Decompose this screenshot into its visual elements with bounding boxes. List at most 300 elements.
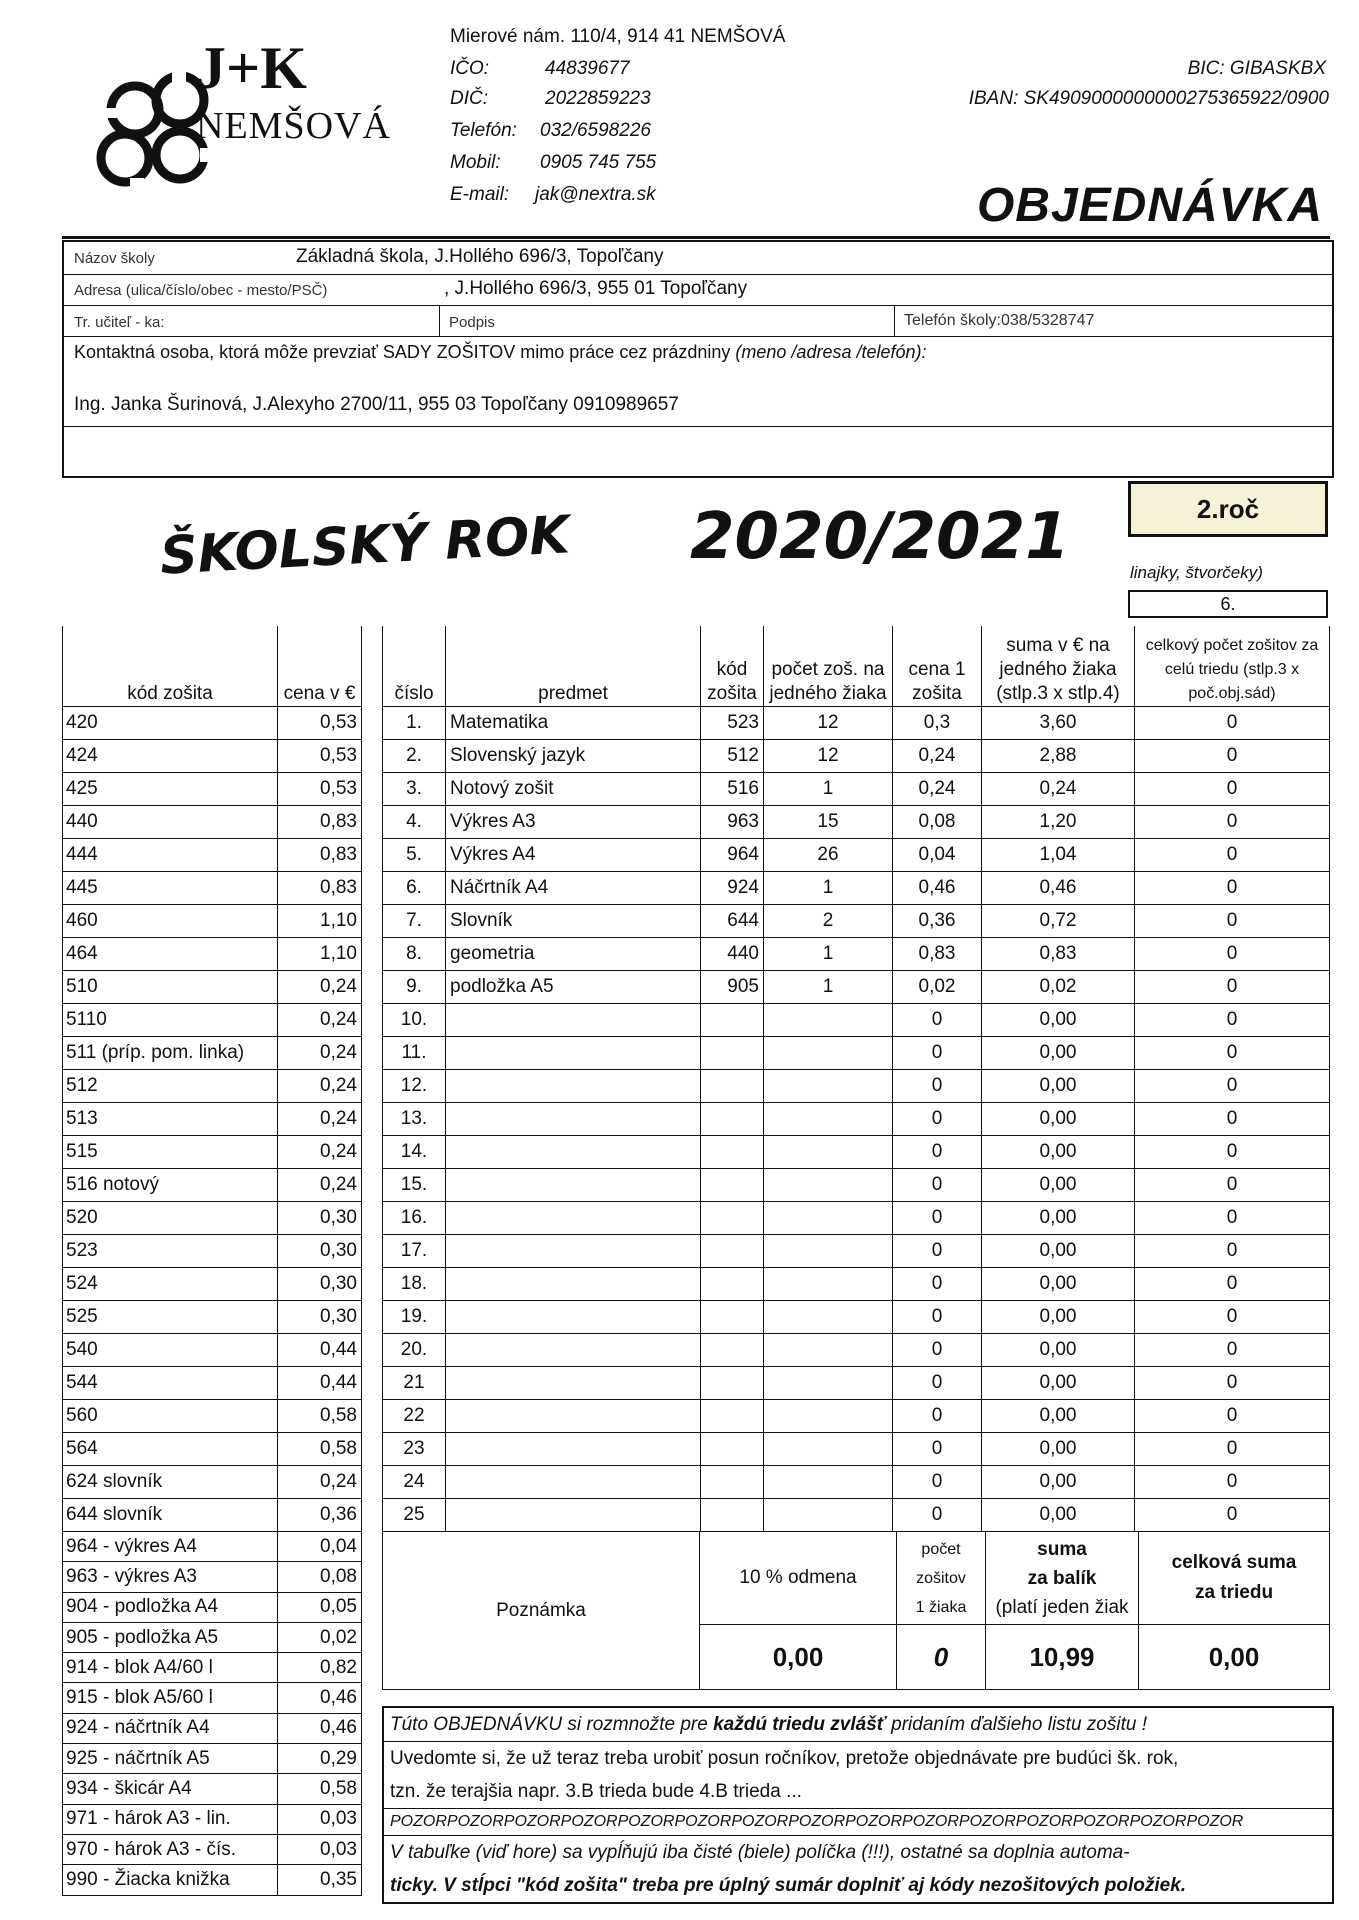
order-row	[383, 1433, 1330, 1466]
order-subject[interactable]: geometria	[446, 938, 701, 971]
price-code: 425	[63, 773, 278, 806]
price-code: 440	[63, 806, 278, 839]
order-row	[383, 740, 1330, 773]
class-count-field[interactable]: 6.	[1128, 590, 1328, 618]
order-subject[interactable]	[446, 1433, 701, 1466]
order-total: 0	[1135, 1334, 1330, 1367]
order-num: 6.	[383, 872, 446, 905]
order-sum: 0,00	[982, 1499, 1135, 1532]
price-list-row	[63, 1532, 362, 1562]
order-subject[interactable]: Notový zošit	[446, 773, 701, 806]
order-subject[interactable]: podložka A5	[446, 971, 701, 1004]
price-code: 934 - škicár A4	[63, 1774, 278, 1804]
order-code[interactable]: 523	[701, 707, 764, 740]
price-list-row	[63, 1653, 362, 1683]
order-code[interactable]	[701, 1268, 764, 1301]
order-subject[interactable]	[446, 1400, 701, 1433]
order-row	[383, 1202, 1330, 1235]
price-value: 0,83	[278, 806, 362, 839]
order-sum: 0,00	[982, 1202, 1135, 1235]
header-total: celkový počet zošitov za celú triedu (stlp.3 x poč.obj.sád)	[1135, 626, 1330, 707]
order-total: 0	[1135, 1169, 1330, 1202]
order-total: 0	[1135, 1433, 1330, 1466]
order-num: 3.	[383, 773, 446, 806]
order-subject[interactable]: Výkres A4	[446, 839, 701, 872]
price-value: 0,30	[278, 1235, 362, 1268]
summary-table	[382, 1531, 1330, 1690]
price-code: 905 - podložka A5	[63, 1622, 278, 1652]
price-value: 0,24	[278, 1169, 362, 1202]
price-value: 0,24	[278, 1103, 362, 1136]
order-code[interactable]	[701, 1136, 764, 1169]
order-subject[interactable]: Výkres A3	[446, 806, 701, 839]
price-code: 5110	[63, 1004, 278, 1037]
order-count[interactable]: 1	[764, 872, 893, 905]
note-label: Poznámka	[383, 1532, 700, 1690]
order-sum: 1,20	[982, 806, 1135, 839]
price-value: 1,10	[278, 905, 362, 938]
price-value: 0,24	[278, 1070, 362, 1103]
order-count[interactable]	[764, 1136, 893, 1169]
price-code: 644 slovník	[63, 1499, 278, 1532]
order-num: 22	[383, 1400, 446, 1433]
order-price: 0	[893, 1169, 982, 1202]
order-num: 17.	[383, 1235, 446, 1268]
order-code[interactable]: 963	[701, 806, 764, 839]
order-sum: 0,00	[982, 1235, 1135, 1268]
order-row	[383, 1103, 1330, 1136]
order-code[interactable]	[701, 1202, 764, 1235]
price-code: 523	[63, 1235, 278, 1268]
company-address: Mierové nám. 110/4, 914 41 NEMŠOVÁ	[450, 26, 786, 47]
order-title: OBJEDNÁVKA	[976, 179, 1323, 232]
school-name-field[interactable]: Základná škola, J.Hollého 696/3, Topoľčany	[296, 246, 664, 267]
order-subject[interactable]	[446, 1499, 701, 1532]
order-total: 0	[1135, 938, 1330, 971]
header-subject: predmet	[446, 626, 701, 707]
order-total: 0	[1135, 1202, 1330, 1235]
school-info-box	[62, 240, 1334, 478]
order-num: 9.	[383, 971, 446, 1004]
price-value: 0,03	[278, 1834, 362, 1864]
total-label	[1139, 1532, 1330, 1625]
order-num: 10.	[383, 1004, 446, 1037]
sum-label-1: suma	[1037, 1538, 1087, 1560]
order-row	[383, 1136, 1330, 1169]
order-price: 0,3	[893, 707, 982, 740]
order-count[interactable]	[764, 1400, 893, 1433]
order-total: 0	[1135, 872, 1330, 905]
price-code: 524	[63, 1268, 278, 1301]
count-label-1: počet	[921, 1540, 961, 1558]
discount-value: 0,00	[700, 1625, 897, 1690]
order-price: 0	[893, 1268, 982, 1301]
order-count[interactable]	[764, 1004, 893, 1037]
order-count[interactable]	[764, 1235, 893, 1268]
price-value: 0,36	[278, 1499, 362, 1532]
order-num: 15.	[383, 1169, 446, 1202]
order-row	[383, 905, 1330, 938]
order-code[interactable]	[701, 1070, 764, 1103]
order-code[interactable]: 924	[701, 872, 764, 905]
grade-note: linajky, štvorčeky)	[1130, 563, 1263, 582]
order-count[interactable]: 15	[764, 806, 893, 839]
order-row	[383, 1169, 1330, 1202]
price-code: 964 - výkres A4	[63, 1532, 278, 1562]
price-code: 515	[63, 1136, 278, 1169]
price-code: 445	[63, 872, 278, 905]
order-total: 0	[1135, 1268, 1330, 1301]
price-code: 925 - náčrtník A5	[63, 1744, 278, 1774]
school-year-value: 2020/2021	[690, 500, 1070, 574]
mobile-label: Mobil:	[450, 152, 501, 173]
order-sum: 0,00	[982, 1433, 1135, 1466]
school-name-label: Názov školy	[74, 250, 155, 267]
signature-cell-divider	[439, 306, 440, 336]
order-row	[383, 1334, 1330, 1367]
dic-label: DIČ:	[450, 88, 488, 109]
order-count[interactable]: 1	[764, 938, 893, 971]
order-code[interactable]	[701, 1466, 764, 1499]
order-num: 19.	[383, 1301, 446, 1334]
price-list-row	[63, 1499, 362, 1532]
order-sum: 0,72	[982, 905, 1135, 938]
order-price: 0	[893, 1433, 982, 1466]
order-total: 0	[1135, 1070, 1330, 1103]
order-row	[383, 971, 1330, 1004]
school-phone[interactable]: Telefón školy:038/5328747	[904, 312, 1095, 329]
order-sum: 0,00	[982, 1136, 1135, 1169]
price-list-row	[63, 1834, 362, 1864]
order-count[interactable]	[764, 1433, 893, 1466]
order-price: 0	[893, 1037, 982, 1070]
order-subject[interactable]: Slovník	[446, 905, 701, 938]
order-subject[interactable]: Slovenský jazyk	[446, 740, 701, 773]
order-code[interactable]	[701, 1433, 764, 1466]
order-subject[interactable]: Náčrtník A4	[446, 872, 701, 905]
order-table	[382, 626, 1330, 1532]
price-list-table	[62, 626, 362, 1896]
order-num: 2.	[383, 740, 446, 773]
order-count[interactable]: 1	[764, 773, 893, 806]
order-row	[383, 839, 1330, 872]
order-code[interactable]	[701, 1004, 764, 1037]
order-total: 0	[1135, 1103, 1330, 1136]
price-list-row	[63, 1367, 362, 1400]
order-price: 0,46	[893, 872, 982, 905]
order-price: 0	[893, 1334, 982, 1367]
order-count[interactable]: 1	[764, 971, 893, 1004]
price-code: 544	[63, 1367, 278, 1400]
price-list-row	[63, 1400, 362, 1433]
price-header-price: cena v €	[278, 626, 362, 707]
order-sum: 0,00	[982, 1301, 1135, 1334]
price-code: 520	[63, 1202, 278, 1235]
price-code: 915 - blok A5/60 l	[63, 1683, 278, 1713]
count-label	[897, 1532, 986, 1625]
order-num: 1.	[383, 707, 446, 740]
price-value: 0,05	[278, 1592, 362, 1622]
order-count[interactable]: 2	[764, 905, 893, 938]
order-subject[interactable]	[446, 1136, 701, 1169]
order-code[interactable]	[701, 1169, 764, 1202]
price-list-row	[63, 1592, 362, 1622]
order-count[interactable]	[764, 1367, 893, 1400]
header-code: kód zošita	[701, 626, 764, 707]
sum-label-2: za balík	[1027, 1567, 1097, 1589]
order-price: 0	[893, 1235, 982, 1268]
order-num: 5.	[383, 839, 446, 872]
order-num: 20.	[383, 1334, 446, 1367]
price-value: 0,46	[278, 1683, 362, 1713]
note-line-1b: každú triedu zvlášť	[713, 1714, 886, 1735]
total-value: 0,00	[1139, 1625, 1330, 1690]
price-list-row	[63, 1070, 362, 1103]
order-count[interactable]: 12	[764, 707, 893, 740]
header-rule	[62, 236, 1330, 239]
dic-value: 2022859223	[545, 88, 651, 109]
order-sum: 0,00	[982, 1400, 1135, 1433]
order-subject[interactable]	[446, 1367, 701, 1400]
signature-label: Podpis	[449, 314, 495, 331]
order-count[interactable]: 26	[764, 839, 893, 872]
price-value: 0,83	[278, 839, 362, 872]
order-total: 0	[1135, 1499, 1330, 1532]
order-sum: 0,00	[982, 1334, 1135, 1367]
price-code: 512	[63, 1070, 278, 1103]
order-subject[interactable]	[446, 1202, 701, 1235]
order-total: 0	[1135, 1037, 1330, 1070]
price-code: 624 slovník	[63, 1466, 278, 1499]
sum-label-3: (platí jeden žiak	[995, 1596, 1129, 1618]
contact-rule	[64, 426, 1332, 427]
order-price: 0,83	[893, 938, 982, 971]
order-total: 0	[1135, 971, 1330, 1004]
order-code[interactable]	[701, 1334, 764, 1367]
order-subject[interactable]	[446, 1070, 701, 1103]
order-subject[interactable]	[446, 1466, 701, 1499]
order-count[interactable]	[764, 1301, 893, 1334]
order-code[interactable]	[701, 1400, 764, 1433]
contact-label	[74, 342, 927, 363]
price-value: 0,24	[278, 1466, 362, 1499]
order-code[interactable]	[701, 1301, 764, 1334]
order-count[interactable]	[764, 1499, 893, 1532]
order-num: 8.	[383, 938, 446, 971]
order-sum: 0,00	[982, 1169, 1135, 1202]
price-list-row	[63, 1004, 362, 1037]
price-header-code: kód zošita	[63, 626, 278, 707]
price-list-row	[63, 1774, 362, 1804]
order-count[interactable]	[764, 1466, 893, 1499]
iban: IBAN: SK4909000000000275365922/0900	[968, 88, 1329, 109]
price-list-row	[63, 1713, 362, 1743]
order-price: 0	[893, 1466, 982, 1499]
price-code: 464	[63, 938, 278, 971]
order-subject[interactable]	[446, 1301, 701, 1334]
order-subject[interactable]	[446, 1235, 701, 1268]
price-value: 0,44	[278, 1367, 362, 1400]
order-sum: 0,00	[982, 1268, 1135, 1301]
order-count[interactable]	[764, 1103, 893, 1136]
order-subject[interactable]	[446, 1169, 701, 1202]
contact-label-text: Kontaktná osoba, ktorá môže prevziať SADY ZOŠITOV mimo práce cez prázdniny	[74, 342, 731, 362]
order-total: 0	[1135, 806, 1330, 839]
price-value: 1,10	[278, 938, 362, 971]
order-price: 0,24	[893, 773, 982, 806]
price-value: 0,44	[278, 1334, 362, 1367]
header-count: počet zoš. na jedného žiaka	[764, 626, 893, 707]
price-value: 0,24	[278, 1004, 362, 1037]
order-total: 0	[1135, 1466, 1330, 1499]
order-code[interactable]: 964	[701, 839, 764, 872]
order-total: 0	[1135, 740, 1330, 773]
order-row	[383, 1367, 1330, 1400]
email-label: E-mail:	[450, 184, 510, 205]
order-count[interactable]	[764, 1037, 893, 1070]
price-list-row	[63, 806, 362, 839]
note-line-1a: Túto OBJEDNÁVKU si rozmnožte pre	[390, 1714, 714, 1735]
order-num: 11.	[383, 1037, 446, 1070]
price-value: 0,24	[278, 1136, 362, 1169]
price-value: 0,24	[278, 1037, 362, 1070]
price-value: 0,53	[278, 707, 362, 740]
order-total: 0	[1135, 1367, 1330, 1400]
order-sum: 0,00	[982, 1103, 1135, 1136]
order-table-header	[383, 626, 1330, 707]
teacher-field[interactable]	[184, 306, 434, 336]
order-row	[383, 1301, 1330, 1334]
order-subject[interactable]	[446, 1268, 701, 1301]
order-price: 0	[893, 1136, 982, 1169]
order-num: 21	[383, 1367, 446, 1400]
instructions-box	[382, 1706, 1334, 1904]
price-code: 525	[63, 1301, 278, 1334]
order-code[interactable]	[701, 1367, 764, 1400]
order-code[interactable]: 440	[701, 938, 764, 971]
order-sum: 0,00	[982, 1037, 1135, 1070]
phone-label: Telefón:	[450, 120, 517, 141]
price-list-row	[63, 1683, 362, 1713]
price-list-row	[63, 1466, 362, 1499]
header-num: číslo	[383, 626, 446, 707]
order-count[interactable]: 12	[764, 740, 893, 773]
note-line-5: ticky. V stĺpci "kód zošita" treba pre úplný sumár doplniť aj kódy nezošitových položiek.	[390, 1875, 1187, 1896]
order-sum: 0,83	[982, 938, 1135, 971]
order-subject[interactable]	[446, 1037, 701, 1070]
order-price: 0	[893, 1202, 982, 1235]
order-count[interactable]	[764, 1202, 893, 1235]
price-list-row	[63, 1103, 362, 1136]
order-num: 14.	[383, 1136, 446, 1169]
price-value: 0,53	[278, 740, 362, 773]
order-code[interactable]: 512	[701, 740, 764, 773]
order-subject[interactable]	[446, 1103, 701, 1136]
bic: BIC: GIBASKBX	[1187, 58, 1326, 79]
order-code[interactable]: 644	[701, 905, 764, 938]
price-value: 0,58	[278, 1400, 362, 1433]
order-count[interactable]	[764, 1169, 893, 1202]
count-value: 0	[897, 1625, 986, 1690]
order-num: 24	[383, 1466, 446, 1499]
order-price: 0	[893, 1499, 982, 1532]
order-sum: 0,46	[982, 872, 1135, 905]
order-row	[383, 1268, 1330, 1301]
order-code[interactable]: 905	[701, 971, 764, 1004]
price-list-row	[63, 1562, 362, 1592]
order-sum: 2,88	[982, 740, 1135, 773]
price-list-row	[63, 740, 362, 773]
order-total: 0	[1135, 1301, 1330, 1334]
order-subject[interactable]: Matematika	[446, 707, 701, 740]
price-code: 963 - výkres A3	[63, 1562, 278, 1592]
order-sum: 0,00	[982, 1004, 1135, 1037]
phone-value: 032/6598226	[540, 120, 651, 141]
order-sum: 1,04	[982, 839, 1135, 872]
price-code: 510	[63, 971, 278, 1004]
price-value: 0,35	[278, 1865, 362, 1895]
order-count[interactable]	[764, 1268, 893, 1301]
order-sum: 0,00	[982, 1070, 1135, 1103]
order-subject[interactable]	[446, 1004, 701, 1037]
order-price: 0,04	[893, 839, 982, 872]
grade-box: 2.roč	[1128, 481, 1328, 537]
order-row	[383, 707, 1330, 740]
order-total: 0	[1135, 1004, 1330, 1037]
discount-label: 10 % odmena	[700, 1532, 897, 1625]
order-sum: 0,02	[982, 971, 1135, 1004]
order-row	[383, 1235, 1330, 1268]
price-list-row	[63, 872, 362, 905]
order-sum: 0,00	[982, 1367, 1135, 1400]
price-code: 420	[63, 707, 278, 740]
order-code[interactable]	[701, 1103, 764, 1136]
price-code: 460	[63, 905, 278, 938]
price-value: 0,30	[278, 1268, 362, 1301]
teacher-row	[64, 306, 1332, 337]
order-num: 12.	[383, 1070, 446, 1103]
order-code[interactable]	[701, 1037, 764, 1070]
price-value: 0,46	[278, 1713, 362, 1743]
mobile-value: 0905 745 755	[540, 152, 657, 173]
order-subject[interactable]	[446, 1334, 701, 1367]
order-sum: 0,00	[982, 1466, 1135, 1499]
order-code[interactable]: 516	[701, 773, 764, 806]
order-count[interactable]	[764, 1070, 893, 1103]
order-total: 0	[1135, 1400, 1330, 1433]
order-num: 7.	[383, 905, 446, 938]
order-count[interactable]	[764, 1334, 893, 1367]
order-price: 0,08	[893, 806, 982, 839]
price-value: 0,04	[278, 1532, 362, 1562]
price-code: 444	[63, 839, 278, 872]
order-code[interactable]	[701, 1235, 764, 1268]
order-num: 16.	[383, 1202, 446, 1235]
order-sum: 3,60	[982, 707, 1135, 740]
logo-name: NEMŠOVÁ	[196, 105, 391, 147]
price-value: 0,58	[278, 1433, 362, 1466]
order-num: 25	[383, 1499, 446, 1532]
address-field[interactable]: , J.Hollého 696/3, 955 01 Topoľčany	[444, 278, 748, 299]
contact-field[interactable]: Ing. Janka Šurinová, J.Alexyho 2700/11, 955 03 Topoľčany 0910989657	[74, 394, 679, 415]
order-row	[383, 1070, 1330, 1103]
summary-labels-row	[383, 1532, 1330, 1625]
order-total: 0	[1135, 905, 1330, 938]
order-num: 18.	[383, 1268, 446, 1301]
order-total: 0	[1135, 773, 1330, 806]
order-code[interactable]	[701, 1499, 764, 1532]
price-code: 424	[63, 740, 278, 773]
